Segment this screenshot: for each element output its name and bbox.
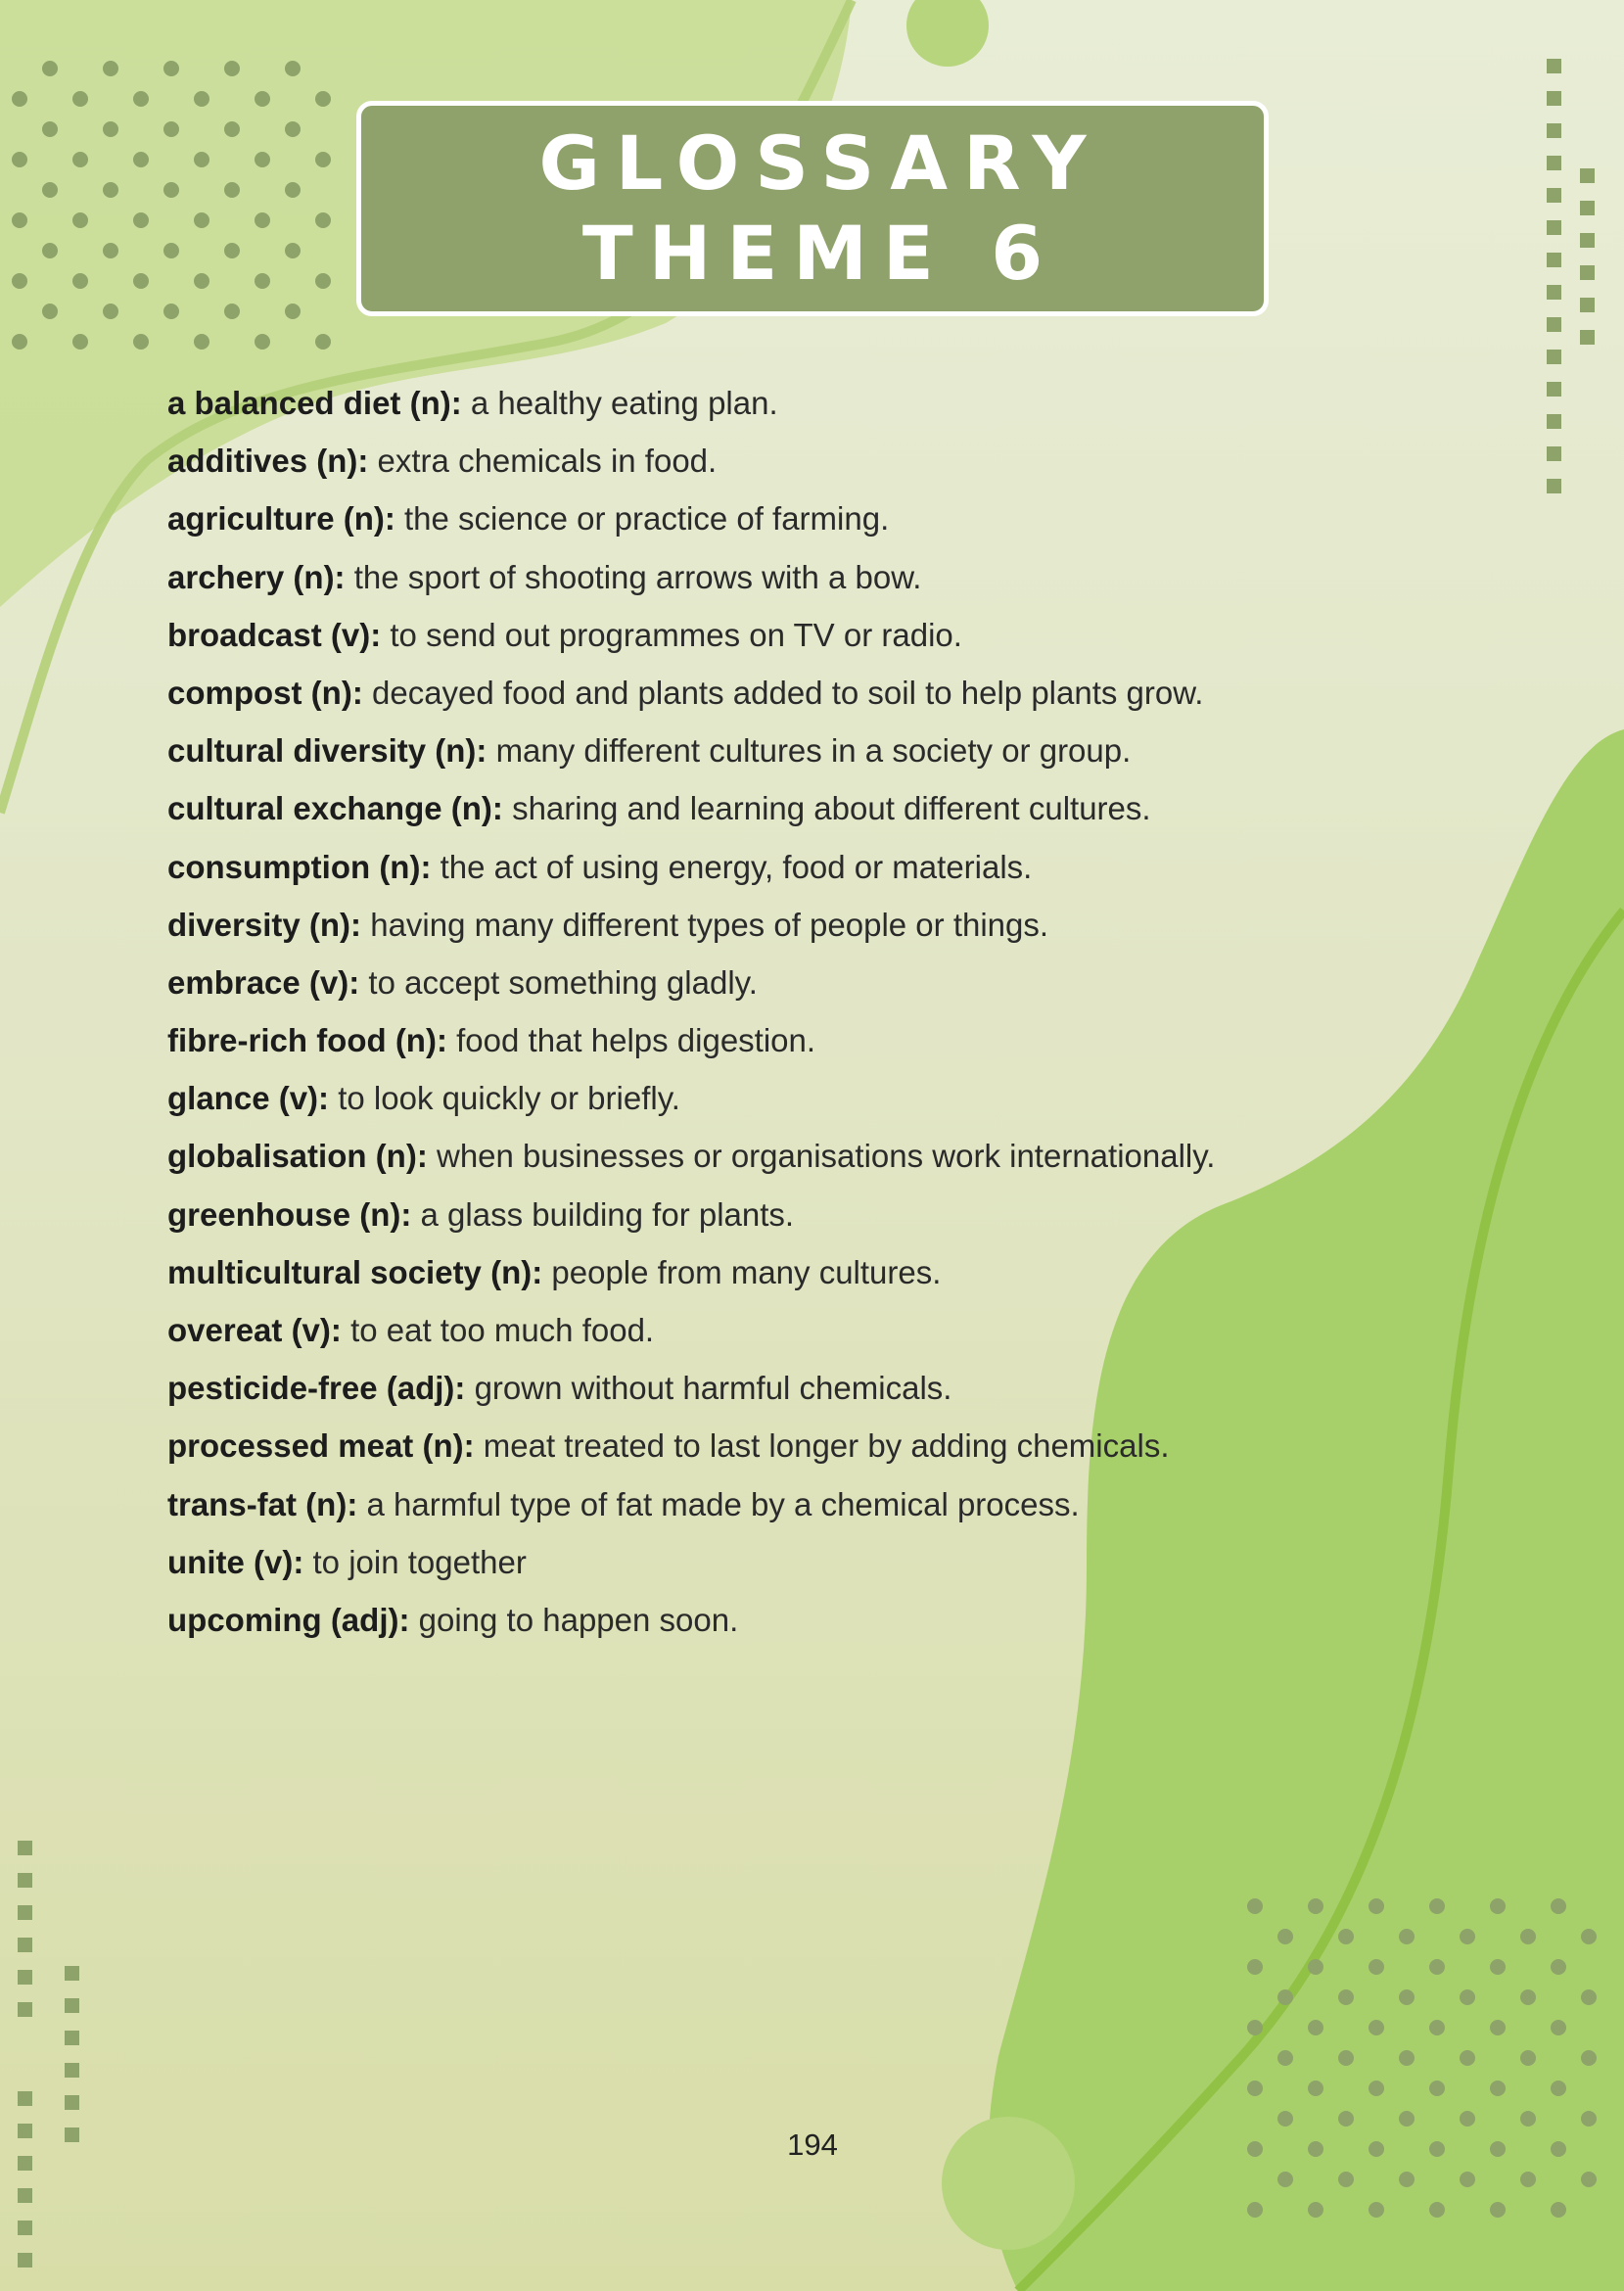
deco-dot <box>42 243 58 258</box>
bottom-circle <box>942 2117 1075 2250</box>
deco-dot <box>224 61 240 76</box>
deco-dot <box>1308 1959 1323 1975</box>
deco-dot <box>163 61 179 76</box>
deco-square <box>18 1873 32 1888</box>
glossary-term: consumption (n): <box>167 848 432 885</box>
glossary-entry <box>167 1301 1420 1359</box>
glossary-definition: to join together <box>312 1543 527 1580</box>
deco-dot <box>1247 2202 1263 2218</box>
glossary-term: archery (n): <box>167 558 346 595</box>
page-number: 194 <box>787 2127 838 2162</box>
deco-square <box>1547 317 1561 332</box>
deco-dot <box>1338 2172 1354 2187</box>
deco-dot <box>1308 2202 1323 2218</box>
deco-dot <box>133 152 149 167</box>
deco-dot <box>224 121 240 137</box>
glossary-term: globalisation (n): <box>167 1138 428 1175</box>
glossary-entry <box>167 1475 1420 1533</box>
glossary-entry <box>167 1359 1420 1417</box>
glossary-definition: when businesses or organisations work internationally. <box>436 1138 1216 1175</box>
deco-square <box>65 2095 79 2110</box>
glossary-term: unite (v): <box>167 1543 304 1580</box>
glossary-term: diversity (n): <box>167 906 362 943</box>
deco-square <box>18 2002 32 2017</box>
deco-dot <box>1490 2081 1506 2096</box>
glossary-term: broadcast (v): <box>167 616 382 653</box>
deco-square <box>65 2063 79 2078</box>
deco-dot <box>1247 1959 1263 1975</box>
deco-dot <box>1520 2111 1536 2127</box>
glossary-definition: a healthy eating plan. <box>470 385 778 421</box>
deco-dot <box>12 91 27 107</box>
glossary-entry <box>167 548 1420 606</box>
glossary-term: processed meat (n): <box>167 1427 475 1465</box>
deco-dot <box>1369 2081 1384 2096</box>
deco-dot <box>1338 2050 1354 2066</box>
deco-dot <box>1277 2050 1293 2066</box>
glossary-definition: to look quickly or briefly. <box>338 1080 680 1117</box>
deco-dot <box>1247 2141 1263 2157</box>
glossary-definition: a harmful type of fat made by a chemical process. <box>366 1485 1080 1522</box>
glossary-definition: decayed food and plants added to soil to help plants grow. <box>371 674 1204 711</box>
deco-square <box>1580 265 1595 280</box>
deco-square <box>1547 156 1561 170</box>
glossary-definition: the science or practice of farming. <box>404 500 890 538</box>
glossary-entry <box>167 490 1420 547</box>
glossary-definition: extra chemicals in food. <box>377 443 718 480</box>
deco-dot <box>1551 2081 1566 2096</box>
deco-dot <box>194 273 209 289</box>
glossary-term: greenhouse (n): <box>167 1195 412 1233</box>
glossary-definition: the act of using energy, food or materials. <box>440 848 1033 885</box>
deco-dot <box>133 334 149 350</box>
deco-dot <box>1551 1959 1566 1975</box>
glossary-entry <box>167 954 1420 1011</box>
deco-dot <box>1520 2172 1536 2187</box>
deco-dot <box>1581 2172 1597 2187</box>
deco-dot <box>72 334 88 350</box>
deco-dot <box>1277 2111 1293 2127</box>
deco-dot <box>1338 1989 1354 2005</box>
glossary-entry <box>167 1069 1420 1127</box>
deco-dot <box>103 243 118 258</box>
deco-dot <box>1247 2020 1263 2035</box>
glossary-entry <box>167 432 1420 490</box>
deco-dot <box>285 61 301 76</box>
deco-dot <box>1490 1959 1506 1975</box>
deco-dot <box>285 304 301 319</box>
deco-dot <box>1429 2081 1445 2096</box>
deco-dot <box>315 273 331 289</box>
deco-dot <box>103 182 118 198</box>
deco-dot <box>42 121 58 137</box>
deco-square <box>65 1966 79 1981</box>
deco-dot <box>72 91 88 107</box>
deco-dot <box>255 273 270 289</box>
deco-dot <box>1247 1898 1263 1914</box>
deco-dot <box>133 273 149 289</box>
deco-dot <box>1277 2172 1293 2187</box>
glossary-entry <box>167 838 1420 896</box>
glossary-definition: to send out programmes on TV or radio. <box>390 616 962 653</box>
deco-square <box>1580 168 1595 183</box>
glossary-entry <box>167 722 1420 779</box>
glossary-entry <box>167 1011 1420 1069</box>
deco-dot <box>1429 2202 1445 2218</box>
deco-dot <box>12 152 27 167</box>
glossary-definition: meat treated to last longer by adding chemicals. <box>483 1427 1170 1465</box>
deco-square <box>1547 285 1561 300</box>
glossary-term: upcoming (adj): <box>167 1601 410 1638</box>
deco-dot <box>1490 2202 1506 2218</box>
glossary-term: cultural exchange (n): <box>167 790 503 827</box>
glossary-definition: a glass building for plants. <box>420 1195 795 1233</box>
deco-square <box>1547 479 1561 493</box>
deco-dot <box>103 61 118 76</box>
deco-dot <box>1338 2111 1354 2127</box>
deco-dot <box>315 334 331 350</box>
deco-square <box>1580 233 1595 248</box>
deco-dot <box>42 61 58 76</box>
deco-dot <box>315 91 331 107</box>
deco-dot <box>12 334 27 350</box>
glossary-entry <box>167 1533 1420 1591</box>
deco-dot <box>1581 1929 1597 1944</box>
deco-dot <box>255 334 270 350</box>
deco-dot <box>194 212 209 228</box>
deco-square <box>18 1938 32 1952</box>
deco-dot <box>42 182 58 198</box>
glossary-entry <box>167 779 1420 837</box>
glossary-definition: to accept something gladly. <box>368 963 758 1001</box>
deco-dot <box>1308 2141 1323 2157</box>
deco-dot <box>1460 1989 1475 2005</box>
deco-square <box>1547 220 1561 235</box>
glossary-term: fibre-rich food (n): <box>167 1022 447 1059</box>
glossary-term: pesticide-free (adj): <box>167 1370 466 1407</box>
deco-square <box>1580 201 1595 215</box>
glossary-definition: having many different types of people or things. <box>370 906 1049 943</box>
glossary-definition: the sport of shooting arrows with a bow. <box>353 558 922 595</box>
glossary-definition: grown without harmful chemicals. <box>474 1370 952 1407</box>
deco-square <box>18 2253 32 2268</box>
deco-square <box>1547 382 1561 397</box>
glossary-definition: people from many cultures. <box>551 1253 942 1290</box>
deco-dot <box>194 91 209 107</box>
page-title: GLOSSARY <box>538 119 1102 207</box>
deco-dot <box>315 212 331 228</box>
deco-dot <box>1399 1989 1415 2005</box>
deco-dot <box>1338 1929 1354 1944</box>
deco-square <box>1580 330 1595 345</box>
deco-square <box>1547 188 1561 203</box>
deco-square <box>18 2091 32 2106</box>
deco-dot <box>163 182 179 198</box>
glossary-term: multicultural society (n): <box>167 1253 543 1290</box>
deco-dot <box>1551 2202 1566 2218</box>
deco-dot <box>1551 2141 1566 2157</box>
deco-dot <box>1551 2020 1566 2035</box>
glossary-definition: going to happen soon. <box>418 1601 739 1638</box>
deco-dot <box>1520 2050 1536 2066</box>
glossary-entry <box>167 896 1420 954</box>
deco-square <box>1547 91 1561 106</box>
deco-square <box>65 1998 79 2013</box>
deco-square <box>18 1905 32 1920</box>
page-subtitle: THEME 6 <box>581 210 1059 297</box>
deco-dot <box>1581 1989 1597 2005</box>
deco-dot <box>1490 2020 1506 2035</box>
glossary-entry <box>167 374 1420 432</box>
deco-dot <box>163 243 179 258</box>
deco-square <box>18 2156 32 2171</box>
glossary-term: embrace (v): <box>167 963 360 1001</box>
deco-dot <box>1369 2141 1384 2157</box>
glossary-entry <box>167 1417 1420 1474</box>
deco-dot <box>1277 1929 1293 1944</box>
deco-dot <box>1520 1989 1536 2005</box>
deco-dot <box>1429 1898 1445 1914</box>
deco-square <box>1547 446 1561 461</box>
deco-dot <box>72 152 88 167</box>
deco-square <box>18 1841 32 1855</box>
deco-dot <box>315 152 331 167</box>
deco-square <box>65 2031 79 2045</box>
deco-dot <box>255 212 270 228</box>
deco-dot <box>1520 1929 1536 1944</box>
deco-dot <box>1399 2111 1415 2127</box>
glossary-term: compost (n): <box>167 674 363 711</box>
deco-dot <box>285 182 301 198</box>
deco-dot <box>1277 1989 1293 2005</box>
glossary-entry <box>167 664 1420 722</box>
deco-square <box>1547 414 1561 429</box>
glossary-title-box <box>356 101 1269 316</box>
deco-dot <box>163 304 179 319</box>
deco-dot <box>194 152 209 167</box>
deco-dot <box>12 273 27 289</box>
glossary-entry <box>167 1591 1420 1649</box>
deco-dot <box>72 212 88 228</box>
deco-dot <box>1551 1898 1566 1914</box>
glossary-term: glance (v): <box>167 1080 330 1117</box>
glossary-entry <box>167 606 1420 664</box>
deco-dot <box>1460 2172 1475 2187</box>
deco-dot <box>103 121 118 137</box>
deco-square <box>18 2221 32 2235</box>
glossary-term: trans-fat (n): <box>167 1485 358 1522</box>
deco-square <box>1547 123 1561 138</box>
deco-dot <box>1399 2172 1415 2187</box>
deco-square <box>1580 298 1595 312</box>
deco-dot <box>1581 2111 1597 2127</box>
glossary-term: a balanced diet (n): <box>167 385 462 421</box>
deco-square <box>18 1970 32 1985</box>
deco-dot <box>133 91 149 107</box>
deco-dot <box>255 91 270 107</box>
deco-dot <box>42 304 58 319</box>
glossary-entry <box>167 1127 1420 1185</box>
deco-dot <box>1460 2050 1475 2066</box>
deco-dot <box>1369 2020 1384 2035</box>
glossary-term: additives (n): <box>167 443 369 480</box>
glossary-term: cultural diversity (n): <box>167 732 487 770</box>
deco-dot <box>1308 1898 1323 1914</box>
glossary-entry <box>167 1186 1420 1243</box>
deco-dot <box>1460 1929 1475 1944</box>
deco-square <box>1547 350 1561 364</box>
deco-dot <box>194 334 209 350</box>
glossary-definition: sharing and learning about different cultures. <box>512 790 1151 827</box>
glossary-definition: many different cultures in a society or group. <box>495 732 1132 770</box>
deco-dot <box>224 304 240 319</box>
deco-dot <box>285 243 301 258</box>
deco-dot <box>12 212 27 228</box>
deco-dot <box>255 152 270 167</box>
top-circle <box>906 0 989 67</box>
deco-dot <box>1429 2141 1445 2157</box>
deco-dot <box>1308 2081 1323 2096</box>
glossary-term: overeat (v): <box>167 1312 342 1348</box>
glossary-definition: food that helps digestion. <box>456 1022 816 1059</box>
glossary-entry <box>167 1243 1420 1301</box>
deco-dot <box>1308 2020 1323 2035</box>
deco-square <box>1547 59 1561 73</box>
deco-dot <box>224 182 240 198</box>
deco-dot <box>163 121 179 137</box>
deco-dot <box>72 273 88 289</box>
deco-dot <box>1490 2141 1506 2157</box>
deco-dot <box>1399 1929 1415 1944</box>
deco-dot <box>103 304 118 319</box>
deco-dot <box>1429 2020 1445 2035</box>
deco-dot <box>1369 1898 1384 1914</box>
deco-square <box>1547 253 1561 267</box>
deco-dot <box>1247 2081 1263 2096</box>
deco-dot <box>1581 2050 1597 2066</box>
deco-dot <box>285 121 301 137</box>
glossary-list <box>167 374 1420 1649</box>
deco-dot <box>1460 2111 1475 2127</box>
glossary-term: agriculture (n): <box>167 500 395 538</box>
deco-dot <box>1399 2050 1415 2066</box>
deco-dot <box>224 243 240 258</box>
deco-dot <box>1369 1959 1384 1975</box>
deco-dot <box>1490 1898 1506 1914</box>
deco-square <box>18 2124 32 2138</box>
deco-square <box>65 2127 79 2142</box>
glossary-definition: to eat too much food. <box>350 1312 655 1348</box>
deco-square <box>18 2188 32 2203</box>
deco-dot <box>1429 1959 1445 1975</box>
deco-dot <box>133 212 149 228</box>
deco-dot <box>1369 2202 1384 2218</box>
